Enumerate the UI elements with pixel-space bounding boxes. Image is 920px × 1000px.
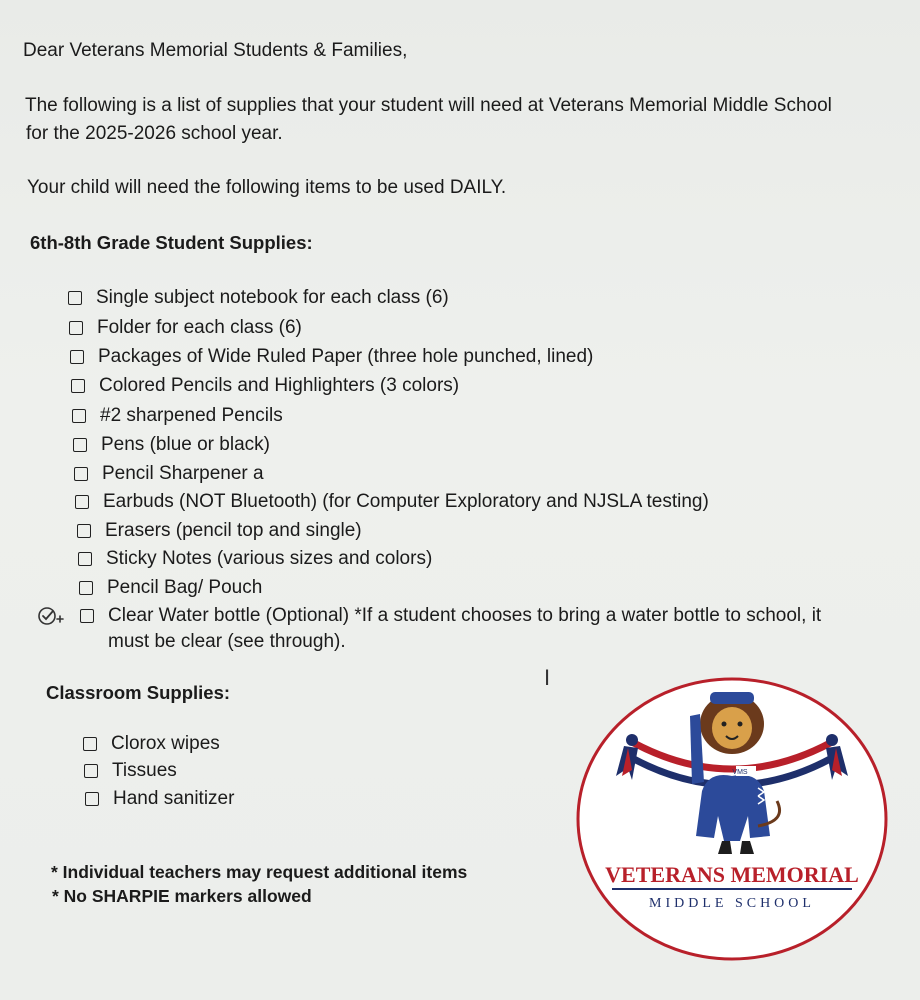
logo-patch-text: VMS: [732, 769, 748, 776]
text-cursor-icon: I: [544, 665, 551, 690]
checkbox[interactable]: [83, 737, 97, 751]
student-item[interactable]: Sticky Notes (various sizes and colors): [78, 546, 432, 572]
checkbox[interactable]: [77, 524, 91, 538]
checkbox[interactable]: [75, 495, 89, 509]
intro-line-1: The following is a list of supplies that your student will need at Veterans Memorial Middle School: [25, 95, 832, 116]
note-no-sharpie: * No SHARPIE markers allowed: [52, 886, 312, 906]
checkbox[interactable]: [73, 438, 87, 452]
daily-line: Your child will need the following items to be used DAILY.: [27, 177, 507, 198]
student-item[interactable]: Folder for each class (6): [69, 315, 302, 341]
logo-name: VETERANS MEMORIAL: [605, 862, 859, 887]
logo-subtitle: MIDDLE SCHOOL: [649, 896, 815, 911]
checkbox[interactable]: [72, 409, 86, 423]
student-item[interactable]: #2 sharpened Pencils: [72, 403, 283, 429]
water-bottle-continued: must be clear (see through).: [108, 631, 346, 652]
checkbox[interactable]: [80, 609, 94, 623]
student-item[interactable]: Pens (blue or black): [73, 432, 270, 458]
checkbox[interactable]: [79, 581, 93, 595]
classroom-item[interactable]: Tissues: [84, 758, 177, 784]
classroom-supplies-heading: Classroom Supplies:: [46, 682, 231, 703]
student-item[interactable]: Clear Water bottle (Optional) *If a student chooses to bring a water bottle to school, it: [80, 603, 821, 629]
checkbox[interactable]: [78, 552, 92, 566]
checkbox[interactable]: [74, 467, 88, 481]
checkbox[interactable]: [84, 764, 98, 778]
check-plus-icon[interactable]: [36, 605, 64, 627]
student-supplies-heading: 6th-8th Grade Student Supplies:: [30, 232, 313, 253]
checkbox[interactable]: [85, 792, 99, 806]
intro-line-2: for the 2025-2026 school year.: [26, 123, 283, 144]
student-item[interactable]: Single subject notebook for each class (6): [68, 285, 449, 311]
student-item[interactable]: Erasers (pencil top and single): [77, 518, 362, 544]
student-item[interactable]: Packages of Wide Ruled Paper (three hole punched, lined): [70, 344, 593, 370]
classroom-item[interactable]: Clorox wipes: [83, 731, 220, 757]
student-item[interactable]: Colored Pencils and Highlighters (3 colors): [71, 373, 459, 399]
note-additional-items: * Individual teachers may request additional items: [51, 862, 468, 882]
student-item[interactable]: Pencil Bag/ Pouch: [79, 575, 262, 601]
classroom-item[interactable]: Hand sanitizer: [85, 786, 234, 812]
school-logo: [572, 676, 892, 966]
checkbox[interactable]: [70, 350, 84, 364]
checkbox[interactable]: [69, 321, 83, 335]
student-item[interactable]: Earbuds (NOT Bluetooth) (for Computer Exploratory and NJSLA testing): [75, 489, 709, 515]
greeting: Dear Veterans Memorial Students & Families,: [23, 40, 408, 61]
checkbox[interactable]: [71, 379, 85, 393]
checkbox[interactable]: [68, 291, 82, 305]
student-item[interactable]: Pencil Sharpener a: [74, 461, 264, 487]
